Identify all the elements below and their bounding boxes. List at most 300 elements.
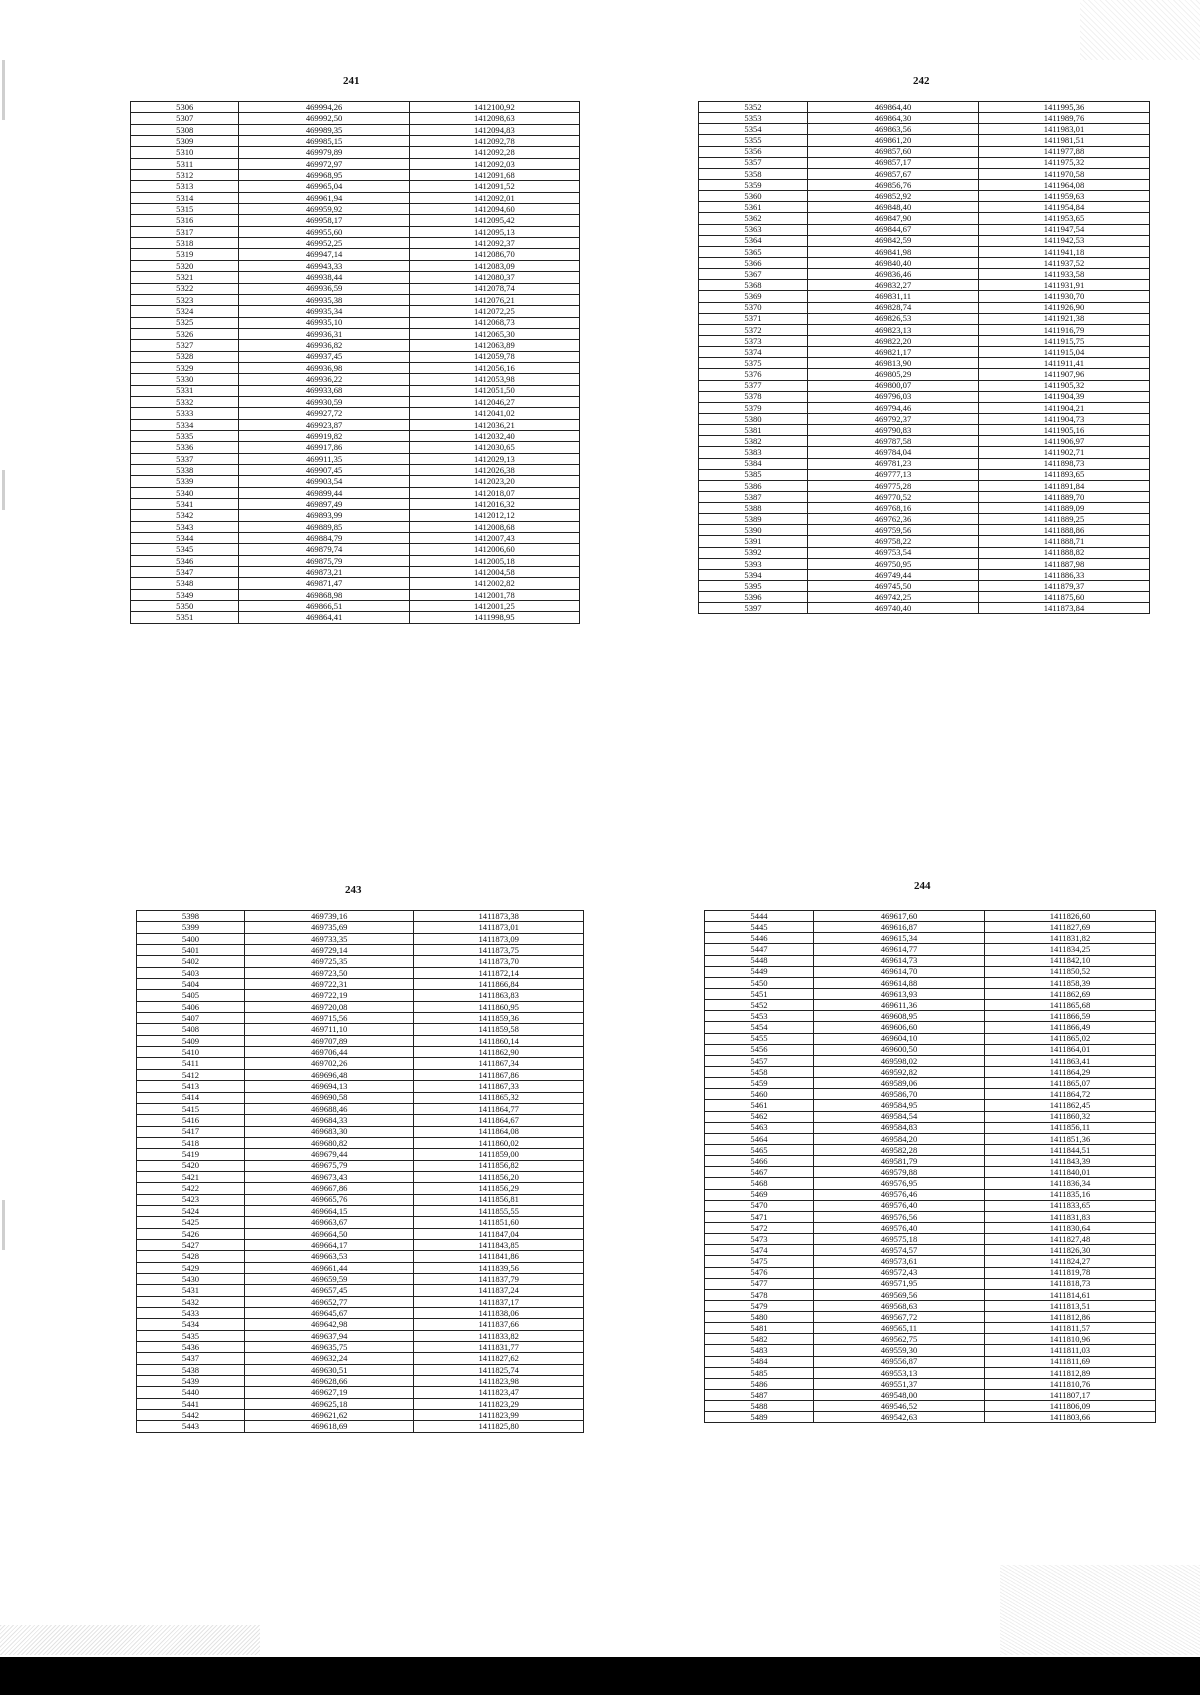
point-number-cell: 5356 <box>699 146 808 157</box>
x-coordinate-cell: 469831,11 <box>808 291 979 302</box>
y-coordinate-cell: 1411875,60 <box>979 592 1150 603</box>
x-coordinate-cell: 469696,48 <box>244 1069 413 1080</box>
x-coordinate-cell: 469955,60 <box>239 226 409 237</box>
point-number-cell: 5406 <box>137 1001 245 1012</box>
x-coordinate-cell: 469796,03 <box>808 391 979 402</box>
table-row <box>699 581 1150 592</box>
coordinates-table-244 <box>704 910 1156 1423</box>
table-row <box>131 601 580 612</box>
x-coordinate-cell: 469777,13 <box>808 469 979 480</box>
y-coordinate-cell: 1411803,66 <box>985 1412 1156 1423</box>
x-coordinate-cell: 469848,40 <box>808 202 979 213</box>
x-coordinate-cell: 469936,59 <box>239 283 409 294</box>
y-coordinate-cell: 1411813,51 <box>985 1300 1156 1311</box>
point-number-cell: 5373 <box>699 335 808 346</box>
table-row <box>131 260 580 271</box>
x-coordinate-cell: 469707,89 <box>244 1035 413 1046</box>
y-coordinate-cell: 1412092,28 <box>409 147 579 158</box>
table-row <box>705 1189 1156 1200</box>
point-number-cell: 5451 <box>705 988 814 999</box>
table-row <box>699 458 1150 469</box>
point-number-cell: 5338 <box>131 465 239 476</box>
scan-noise-bottom-right <box>1000 1565 1200 1655</box>
scan-bottom-border <box>0 1657 1200 1695</box>
point-number-cell: 5348 <box>131 578 239 589</box>
table-row <box>705 944 1156 955</box>
table-row <box>131 102 580 113</box>
point-number-cell: 5307 <box>131 113 239 124</box>
point-number-cell: 5423 <box>137 1194 245 1205</box>
table-row <box>137 1364 584 1375</box>
point-number-cell: 5440 <box>137 1387 245 1398</box>
point-number-cell: 5393 <box>699 558 808 569</box>
y-coordinate-cell: 1411859,36 <box>414 1013 584 1024</box>
point-number-cell: 5395 <box>699 581 808 592</box>
y-coordinate-cell: 1411850,52 <box>985 966 1156 977</box>
table-row <box>131 328 580 339</box>
point-number-cell: 5409 <box>137 1035 245 1046</box>
x-coordinate-cell: 469759,56 <box>808 525 979 536</box>
point-number-cell: 5403 <box>137 967 245 978</box>
point-number-cell: 5396 <box>699 592 808 603</box>
y-coordinate-cell: 1411889,25 <box>979 514 1150 525</box>
point-number-cell: 5435 <box>137 1330 245 1341</box>
table-row <box>705 1122 1156 1133</box>
y-coordinate-cell: 1411859,58 <box>414 1024 584 1035</box>
table-row <box>705 1022 1156 1033</box>
x-coordinate-cell: 469938,44 <box>239 272 409 283</box>
point-number-cell: 5310 <box>131 147 239 158</box>
point-number-cell: 5418 <box>137 1137 245 1148</box>
table-row <box>705 988 1156 999</box>
point-number-cell: 5311 <box>131 158 239 169</box>
point-number-cell: 5419 <box>137 1149 245 1160</box>
y-coordinate-cell: 1412059,78 <box>409 351 579 362</box>
page-number-243: 243 <box>345 884 362 896</box>
x-coordinate-cell: 469861,20 <box>808 135 979 146</box>
point-number-cell: 5392 <box>699 547 808 558</box>
point-number-cell: 5462 <box>705 1111 814 1122</box>
y-coordinate-cell: 1411864,72 <box>985 1089 1156 1100</box>
table-row <box>137 967 584 978</box>
table-row <box>137 1024 584 1035</box>
point-number-cell: 5339 <box>131 476 239 487</box>
x-coordinate-cell: 469937,45 <box>239 351 409 362</box>
y-coordinate-cell: 1411837,66 <box>414 1319 584 1330</box>
y-coordinate-cell: 1412063,89 <box>409 340 579 351</box>
x-coordinate-cell: 469930,59 <box>239 396 409 407</box>
x-coordinate-cell: 469625,18 <box>244 1398 413 1409</box>
x-coordinate-cell: 469823,13 <box>808 324 979 335</box>
table-row <box>137 1149 584 1160</box>
table-row <box>699 157 1150 168</box>
table-row <box>137 1353 584 1364</box>
x-coordinate-cell: 469573,61 <box>814 1256 985 1267</box>
x-coordinate-cell: 469822,20 <box>808 335 979 346</box>
scan-edge-mark <box>2 60 5 120</box>
x-coordinate-cell: 469775,28 <box>808 480 979 491</box>
point-number-cell: 5407 <box>137 1013 245 1024</box>
table-row <box>137 979 584 990</box>
y-coordinate-cell: 1411823,99 <box>414 1410 584 1421</box>
point-number-cell: 5322 <box>131 283 239 294</box>
x-coordinate-cell: 469604,10 <box>814 1033 985 1044</box>
y-coordinate-cell: 1411811,57 <box>985 1323 1156 1334</box>
x-coordinate-cell: 469840,40 <box>808 257 979 268</box>
x-coordinate-cell: 469979,89 <box>239 147 409 158</box>
table-row <box>137 1183 584 1194</box>
table-row <box>131 385 580 396</box>
x-coordinate-cell: 469632,24 <box>244 1353 413 1364</box>
point-number-cell: 5351 <box>131 612 239 623</box>
x-coordinate-cell: 469844,67 <box>808 224 979 235</box>
table-row <box>705 1211 1156 1222</box>
x-coordinate-cell: 469947,14 <box>239 249 409 260</box>
y-coordinate-cell: 1411837,17 <box>414 1296 584 1307</box>
x-coordinate-cell: 469847,90 <box>808 213 979 224</box>
point-number-cell: 5323 <box>131 294 239 305</box>
y-coordinate-cell: 1411856,82 <box>414 1160 584 1171</box>
y-coordinate-cell: 1412092,78 <box>409 136 579 147</box>
table-row <box>131 589 580 600</box>
y-coordinate-cell: 1411818,73 <box>985 1278 1156 1289</box>
x-coordinate-cell: 469673,43 <box>244 1171 413 1182</box>
point-number-cell: 5313 <box>131 181 239 192</box>
x-coordinate-cell: 469852,92 <box>808 191 979 202</box>
point-number-cell: 5362 <box>699 213 808 224</box>
table-row <box>131 249 580 260</box>
table-row <box>131 578 580 589</box>
point-number-cell: 5332 <box>131 396 239 407</box>
table-row <box>699 558 1150 569</box>
y-coordinate-cell: 1411889,70 <box>979 491 1150 502</box>
point-number-cell: 5484 <box>705 1356 814 1367</box>
table-row <box>137 1001 584 1012</box>
y-coordinate-cell: 1411825,80 <box>414 1421 584 1432</box>
y-coordinate-cell: 1411864,67 <box>414 1115 584 1126</box>
y-coordinate-cell: 1412076,21 <box>409 294 579 305</box>
x-coordinate-cell: 469614,73 <box>814 955 985 966</box>
y-coordinate-cell: 1411865,02 <box>985 1033 1156 1044</box>
x-coordinate-cell: 469800,07 <box>808 380 979 391</box>
x-coordinate-cell: 469576,40 <box>814 1222 985 1233</box>
point-number-cell: 5469 <box>705 1189 814 1200</box>
x-coordinate-cell: 469952,25 <box>239 238 409 249</box>
x-coordinate-cell: 469663,67 <box>244 1217 413 1228</box>
table-row <box>699 369 1150 380</box>
point-number-cell: 5336 <box>131 442 239 453</box>
table-row <box>137 1296 584 1307</box>
point-number-cell: 5473 <box>705 1234 814 1245</box>
table-row <box>131 351 580 362</box>
table-row <box>137 1228 584 1239</box>
point-number-cell: 5370 <box>699 302 808 313</box>
y-coordinate-cell: 1411856,11 <box>985 1122 1156 1133</box>
x-coordinate-cell: 469903,54 <box>239 476 409 487</box>
x-coordinate-cell: 469857,60 <box>808 146 979 157</box>
table-row <box>131 499 580 510</box>
point-number-cell: 5364 <box>699 235 808 246</box>
point-number-cell: 5318 <box>131 238 239 249</box>
table-row <box>705 1323 1156 1334</box>
point-number-cell: 5448 <box>705 955 814 966</box>
x-coordinate-cell: 469584,83 <box>814 1122 985 1133</box>
y-coordinate-cell: 1411859,00 <box>414 1149 584 1160</box>
x-coordinate-cell: 469753,54 <box>808 547 979 558</box>
point-number-cell: 5410 <box>137 1047 245 1058</box>
table-row <box>131 204 580 215</box>
table-row <box>699 491 1150 502</box>
x-coordinate-cell: 469722,19 <box>244 990 413 1001</box>
x-coordinate-cell: 469739,16 <box>244 911 413 922</box>
y-coordinate-cell: 1411811,69 <box>985 1356 1156 1367</box>
y-coordinate-cell: 1411872,14 <box>414 967 584 978</box>
x-coordinate-cell: 469758,22 <box>808 536 979 547</box>
point-number-cell: 5374 <box>699 347 808 358</box>
y-coordinate-cell: 1411856,29 <box>414 1183 584 1194</box>
y-coordinate-cell: 1411843,85 <box>414 1239 584 1250</box>
y-coordinate-cell: 1411840,01 <box>985 1167 1156 1178</box>
x-coordinate-cell: 469562,75 <box>814 1334 985 1345</box>
point-number-cell: 5422 <box>137 1183 245 1194</box>
point-number-cell: 5426 <box>137 1228 245 1239</box>
point-number-cell: 5461 <box>705 1100 814 1111</box>
y-coordinate-cell: 1411995,36 <box>979 102 1150 113</box>
y-coordinate-cell: 1411837,79 <box>414 1274 584 1285</box>
y-coordinate-cell: 1411954,84 <box>979 202 1150 213</box>
table-row <box>705 1256 1156 1267</box>
x-coordinate-cell: 469684,33 <box>244 1115 413 1126</box>
point-number-cell: 5408 <box>137 1024 245 1035</box>
y-coordinate-cell: 1411834,25 <box>985 944 1156 955</box>
y-coordinate-cell: 1411823,47 <box>414 1387 584 1398</box>
table-row <box>137 1398 584 1409</box>
y-coordinate-cell: 1411970,58 <box>979 168 1150 179</box>
y-coordinate-cell: 1411998,95 <box>409 612 579 623</box>
x-coordinate-cell: 469553,13 <box>814 1367 985 1378</box>
point-number-cell: 5357 <box>699 157 808 168</box>
point-number-cell: 5331 <box>131 385 239 396</box>
table-row <box>131 283 580 294</box>
table-row <box>705 1334 1156 1345</box>
point-number-cell: 5454 <box>705 1022 814 1033</box>
table-row <box>699 102 1150 113</box>
point-number-cell: 5439 <box>137 1376 245 1387</box>
point-number-cell: 5411 <box>137 1058 245 1069</box>
y-coordinate-cell: 1411873,38 <box>414 911 584 922</box>
x-coordinate-cell: 469968,95 <box>239 170 409 181</box>
y-coordinate-cell: 1411860,14 <box>414 1035 584 1046</box>
point-number-cell: 5480 <box>705 1312 814 1323</box>
x-coordinate-cell: 469572,43 <box>814 1267 985 1278</box>
x-coordinate-cell: 469621,62 <box>244 1410 413 1421</box>
y-coordinate-cell: 1412051,50 <box>409 385 579 396</box>
point-number-cell: 5317 <box>131 226 239 237</box>
x-coordinate-cell: 469933,68 <box>239 385 409 396</box>
x-coordinate-cell: 469828,74 <box>808 302 979 313</box>
table-row <box>131 521 580 532</box>
y-coordinate-cell: 1411827,48 <box>985 1234 1156 1245</box>
y-coordinate-cell: 1412029,13 <box>409 453 579 464</box>
scan-noise-top-right <box>1080 0 1200 60</box>
table-row <box>699 179 1150 190</box>
table-row <box>705 1267 1156 1278</box>
table-row <box>699 324 1150 335</box>
x-coordinate-cell: 469919,82 <box>239 430 409 441</box>
table-row <box>705 1144 1156 1155</box>
y-coordinate-cell: 1411847,04 <box>414 1228 584 1239</box>
x-coordinate-cell: 469571,95 <box>814 1278 985 1289</box>
x-coordinate-cell: 469574,57 <box>814 1245 985 1256</box>
point-number-cell: 5315 <box>131 204 239 215</box>
point-number-cell: 5394 <box>699 569 808 580</box>
table-row <box>705 1289 1156 1300</box>
x-coordinate-cell: 469661,44 <box>244 1262 413 1273</box>
scan-noise-bottom-left <box>0 1625 260 1655</box>
table-row <box>137 1421 584 1432</box>
y-coordinate-cell: 1412086,70 <box>409 249 579 260</box>
table-row <box>131 113 580 124</box>
x-coordinate-cell: 469784,04 <box>808 447 979 458</box>
table-row <box>131 487 580 498</box>
y-coordinate-cell: 1412053,98 <box>409 374 579 385</box>
x-coordinate-cell: 469923,87 <box>239 419 409 430</box>
x-coordinate-cell: 469606,60 <box>814 1022 985 1033</box>
y-coordinate-cell: 1411855,55 <box>414 1205 584 1216</box>
table-row <box>699 469 1150 480</box>
table-row <box>699 536 1150 547</box>
x-coordinate-cell: 469679,44 <box>244 1149 413 1160</box>
x-coordinate-cell: 469616,87 <box>814 922 985 933</box>
y-coordinate-cell: 1411841,86 <box>414 1251 584 1262</box>
table-row <box>131 362 580 373</box>
y-coordinate-cell: 1411898,73 <box>979 458 1150 469</box>
y-coordinate-cell: 1412023,20 <box>409 476 579 487</box>
table-row <box>137 1217 584 1228</box>
table-row <box>705 955 1156 966</box>
table-row <box>699 525 1150 536</box>
x-coordinate-cell: 469680,82 <box>244 1137 413 1148</box>
y-coordinate-cell: 1411893,65 <box>979 469 1150 480</box>
point-number-cell: 5472 <box>705 1222 814 1233</box>
table-row <box>131 124 580 135</box>
point-number-cell: 5458 <box>705 1066 814 1077</box>
point-number-cell: 5432 <box>137 1296 245 1307</box>
table-row <box>699 503 1150 514</box>
x-coordinate-cell: 469959,92 <box>239 204 409 215</box>
y-coordinate-cell: 1411830,64 <box>985 1222 1156 1233</box>
x-coordinate-cell: 469842,59 <box>808 235 979 246</box>
y-coordinate-cell: 1412046,27 <box>409 396 579 407</box>
y-coordinate-cell: 1412080,37 <box>409 272 579 283</box>
point-number-cell: 5404 <box>137 979 245 990</box>
x-coordinate-cell: 469608,95 <box>814 1011 985 1022</box>
x-coordinate-cell: 469675,79 <box>244 1160 413 1171</box>
point-number-cell: 5446 <box>705 933 814 944</box>
table-row <box>699 569 1150 580</box>
point-number-cell: 5398 <box>137 911 245 922</box>
point-number-cell: 5427 <box>137 1239 245 1250</box>
table-row <box>699 235 1150 246</box>
table-row <box>131 442 580 453</box>
table-row <box>705 1044 1156 1055</box>
y-coordinate-cell: 1412091,68 <box>409 170 579 181</box>
y-coordinate-cell: 1411873,01 <box>414 922 584 933</box>
point-number-cell: 5379 <box>699 402 808 413</box>
point-number-cell: 5449 <box>705 966 814 977</box>
y-coordinate-cell: 1411873,09 <box>414 933 584 944</box>
table-row <box>705 911 1156 922</box>
y-coordinate-cell: 1411831,82 <box>985 933 1156 944</box>
table-row <box>699 302 1150 313</box>
table-row <box>137 1410 584 1421</box>
point-number-cell: 5463 <box>705 1122 814 1133</box>
table-row <box>131 465 580 476</box>
table-row <box>705 1378 1156 1389</box>
point-number-cell: 5424 <box>137 1205 245 1216</box>
table-row <box>131 226 580 237</box>
table-row <box>131 158 580 169</box>
page-number-244: 244 <box>914 880 931 892</box>
y-coordinate-cell: 1412026,38 <box>409 465 579 476</box>
x-coordinate-cell: 469565,11 <box>814 1323 985 1334</box>
table-row <box>137 945 584 956</box>
x-coordinate-cell: 469568,63 <box>814 1300 985 1311</box>
x-coordinate-cell: 469586,70 <box>814 1089 985 1100</box>
point-number-cell: 5308 <box>131 124 239 135</box>
point-number-cell: 5329 <box>131 362 239 373</box>
x-coordinate-cell: 469614,88 <box>814 977 985 988</box>
x-coordinate-cell: 469813,90 <box>808 358 979 369</box>
y-coordinate-cell: 1411862,69 <box>985 988 1156 999</box>
x-coordinate-cell: 469723,50 <box>244 967 413 978</box>
y-coordinate-cell: 1411812,86 <box>985 1312 1156 1323</box>
point-number-cell: 5382 <box>699 436 808 447</box>
point-number-cell: 5343 <box>131 521 239 532</box>
point-number-cell: 5355 <box>699 135 808 146</box>
table-row <box>699 380 1150 391</box>
point-number-cell: 5337 <box>131 453 239 464</box>
table-row <box>131 453 580 464</box>
y-coordinate-cell: 1411862,90 <box>414 1047 584 1058</box>
table-row <box>705 1178 1156 1189</box>
y-coordinate-cell: 1411825,74 <box>414 1364 584 1375</box>
table-row <box>131 238 580 249</box>
table-row <box>699 347 1150 358</box>
point-number-cell: 5368 <box>699 280 808 291</box>
y-coordinate-cell: 1411953,65 <box>979 213 1150 224</box>
table-row <box>699 335 1150 346</box>
point-number-cell: 5350 <box>131 601 239 612</box>
y-coordinate-cell: 1411856,20 <box>414 1171 584 1182</box>
point-number-cell: 5359 <box>699 179 808 190</box>
point-number-cell: 5443 <box>137 1421 245 1432</box>
x-coordinate-cell: 469567,72 <box>814 1312 985 1323</box>
y-coordinate-cell: 1411975,32 <box>979 157 1150 168</box>
y-coordinate-cell: 1412094,60 <box>409 204 579 215</box>
point-number-cell: 5436 <box>137 1342 245 1353</box>
table-row <box>705 977 1156 988</box>
point-number-cell: 5354 <box>699 124 808 135</box>
y-coordinate-cell: 1412072,25 <box>409 306 579 317</box>
y-coordinate-cell: 1411902,71 <box>979 447 1150 458</box>
x-coordinate-cell: 469637,94 <box>244 1330 413 1341</box>
y-coordinate-cell: 1412095,42 <box>409 215 579 226</box>
point-number-cell: 5456 <box>705 1044 814 1055</box>
x-coordinate-cell: 469589,06 <box>814 1078 985 1089</box>
y-coordinate-cell: 1411838,06 <box>414 1308 584 1319</box>
point-number-cell: 5467 <box>705 1167 814 1178</box>
